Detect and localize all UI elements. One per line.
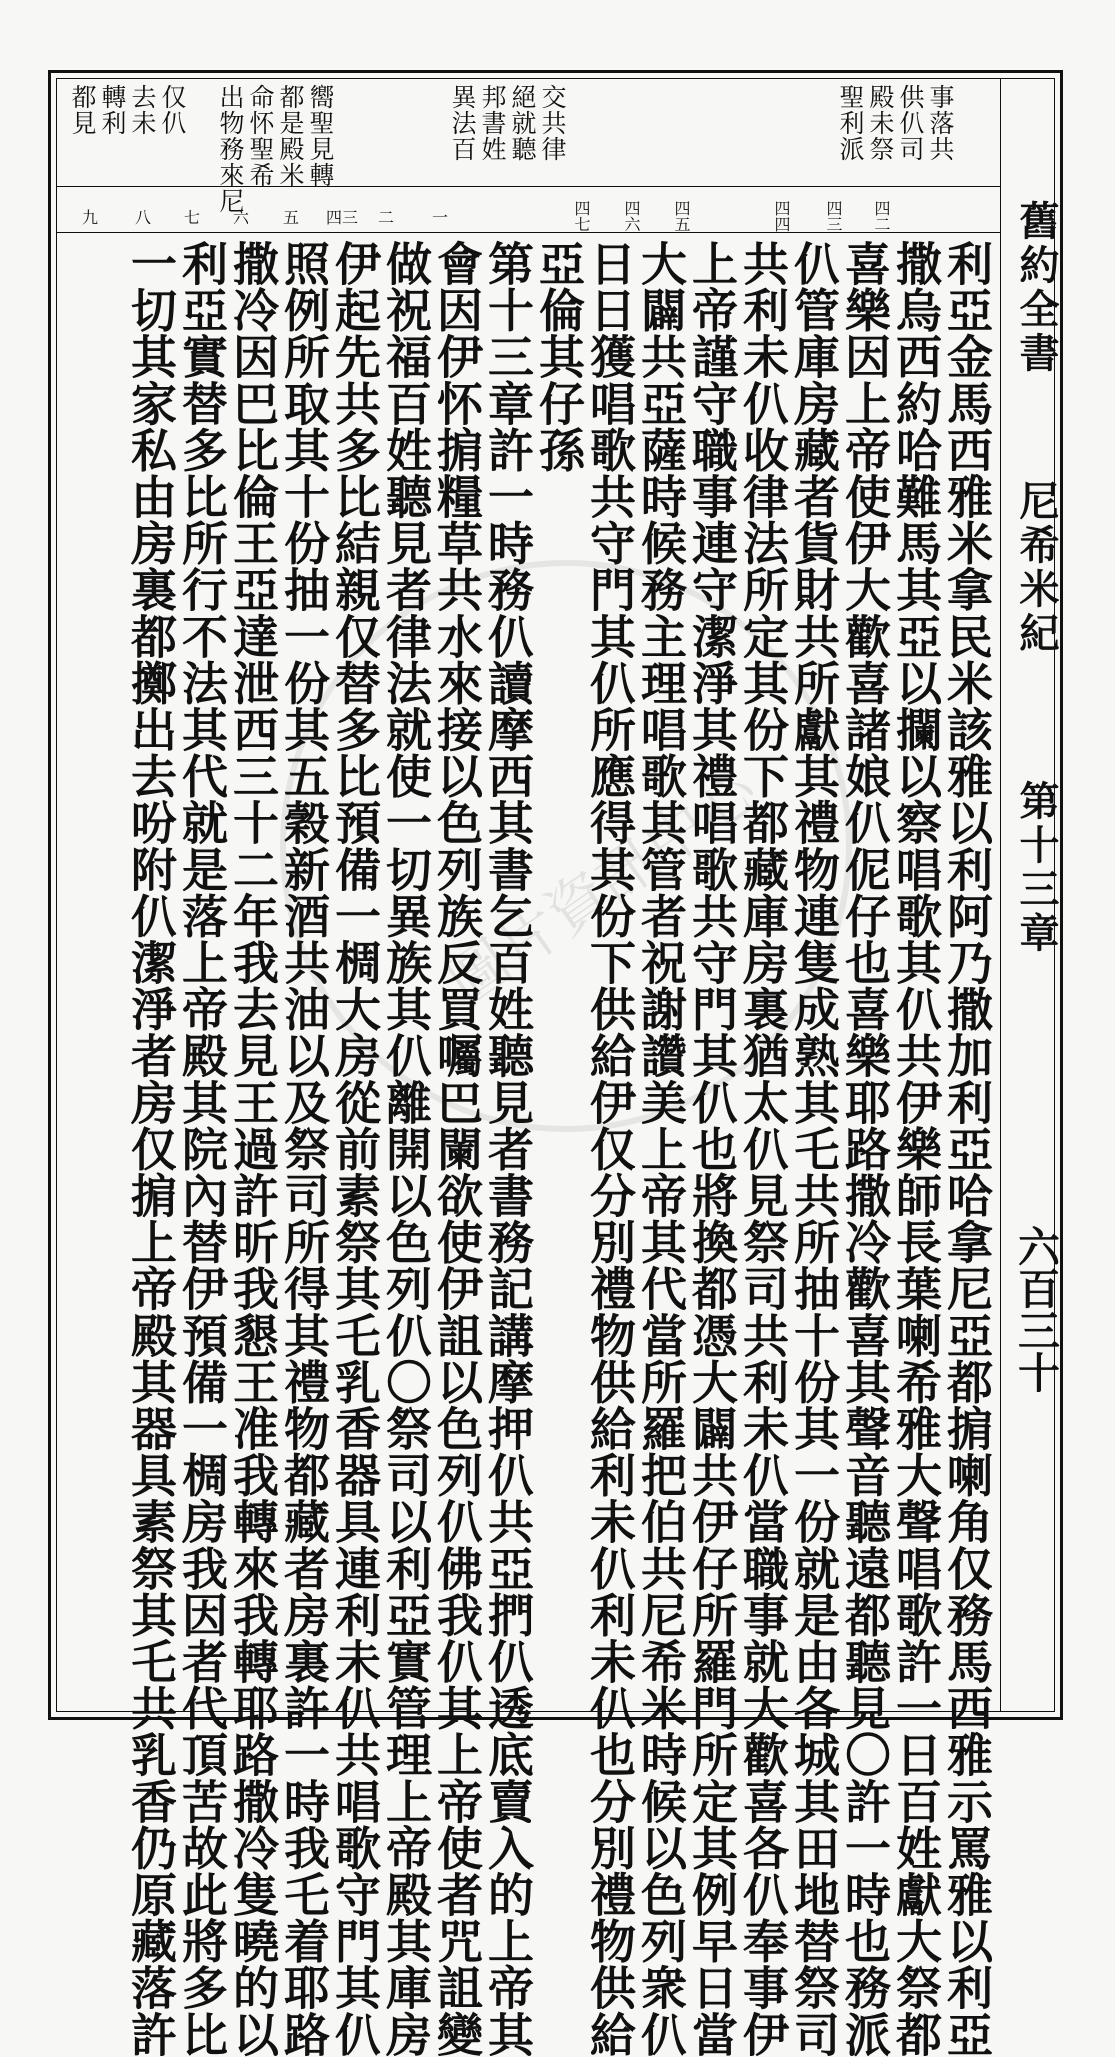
verse-number: 八 xyxy=(135,208,152,227)
text-column: 喜樂因上帝使伊大歡喜諸娘仈伲仔也喜樂耶路撒冷歡喜其聲音聽遠都聽見〇許一時也務派 xyxy=(838,240,892,2057)
section-title: 尼希米紀 xyxy=(1013,480,1060,656)
verse-number-rule xyxy=(56,232,1001,233)
text-column: 做祝福百姓聽見者律法就使一切異族其仈離開以色列仈〇祭司以利亞實管理上帝殿其庫房 xyxy=(379,240,433,2057)
verse-number: 六 xyxy=(233,208,250,227)
gloss-column: 供仈司 xyxy=(896,84,925,162)
text-column: 利亞實替多比所行不法其代就是落上帝殿其院內替伊預備一椆房我因者代頂苦故此將多比 xyxy=(175,240,229,2057)
gloss-column: 殿未祭 xyxy=(866,84,895,162)
text-column: 利亞金馬西雅米拿民米該雅以利阿乃撒加利亞哈拿尼亞都掮喇角仅務馬西雅示罵雅以利亞 xyxy=(940,240,994,2057)
gloss-column: 出物務來尼 xyxy=(216,84,245,214)
gloss-column: 轉利 xyxy=(98,84,127,136)
gloss-column: 都見 xyxy=(68,84,97,136)
text-column: 會因伊怀掮糧草共水來接以色列族反買囑巴闌欲使伊詛以色列仈佛我仈其上帝使者咒詛變 xyxy=(430,240,484,2057)
text-column: 上帝謹守職事連守潔淨其禮唱歌共守門其仈也將換都憑大闢共伊仔所羅門所定其例早日當 xyxy=(685,240,739,2057)
verse-number: 四三 xyxy=(824,200,843,232)
gloss-column: 嚮聖見轉 xyxy=(306,84,335,188)
text-column: 伊起先共多比結親仅替多比預備一椆大房從前素祭其乇乳香器具連利未仈共唱歌守門其仈 xyxy=(328,240,382,2057)
verse-number: 四七 xyxy=(572,200,591,232)
text-column: 第十三章許一時務仈讀摩西其書乞百姓聽見者書務記講摩押仈共亞捫仈透底賣入的上帝其 xyxy=(481,240,535,2057)
gloss-column: 都是殿米 xyxy=(276,84,305,188)
verse-number: 四二 xyxy=(872,200,891,232)
verse-number: 九 xyxy=(82,208,99,227)
verse-number: 四五 xyxy=(672,200,691,232)
text-column: 照例所取其十份抽一份其五穀新酒共油以及祭司所得其禮物都藏者房裏許一時我乇着耶路 xyxy=(277,240,331,2057)
verse-number: 二 xyxy=(378,208,395,227)
text-column: 撒冷因巴比倫王亞達泄西三十二年我去見王過許昕我懇王准我轉來我轉耶路撒冷隻曉的以 xyxy=(226,240,280,2057)
verse-number: 七 xyxy=(184,208,201,227)
gloss-column: 去未 xyxy=(128,84,157,136)
gloss-column: 仅仈 xyxy=(158,84,187,136)
gloss-column: 異法百 xyxy=(448,84,477,162)
verse-number: 四六 xyxy=(622,200,641,232)
running-header-rule xyxy=(1000,78,1001,1712)
verse-number: 一 xyxy=(432,208,449,227)
page-number: 六百三十 xyxy=(1012,1225,1061,1393)
text-column: 大闢共亞薩時候務主理唱歌其管者祝謝讚美上帝其代當所羅把伯共尼希米時候以色列衆仈 xyxy=(634,240,688,2057)
gloss-column: 邦書姓 xyxy=(478,84,507,162)
gloss-column: 交共律 xyxy=(538,84,567,162)
text-column: 日日獲唱歌共守門其仈所應得其份下供給伊仅分別禮物供給利未仈利未仈也分別禮物供給 xyxy=(583,240,637,2057)
gloss-column: 絕就聽 xyxy=(508,84,537,162)
text-column: 一切其家私由房裏都擲出去吩附仈潔淨者房仅掮上帝殿其器具素祭其乇共乳香仍原藏落許 xyxy=(124,240,178,2057)
gloss-column: 事落共 xyxy=(926,84,955,162)
gloss-column: 命怀聖希 xyxy=(246,84,275,188)
verse-number: 四四 xyxy=(772,200,791,232)
text-column: 仈管庫房藏者貨財共所獻其禮物連隻成熟其乇共所抽十份其一份就是由各城其田地替祭司 xyxy=(787,240,841,2057)
book-title: 舊約全書 xyxy=(1013,200,1060,376)
watermark-text: 圖片資訊中心 xyxy=(435,755,771,1020)
text-column: 撒烏西約哈難馬其亞以攔以察唱歌其仈共伊樂師長葉喇希雅大聲唱歌許一日百姓獻大祭都 xyxy=(889,240,943,2057)
verse-number: 四三 xyxy=(326,208,359,227)
header-rule xyxy=(56,186,1001,187)
text-column: 亞倫其仔孫 xyxy=(532,240,586,473)
text-column: 共利未仈收律法所定其份下都藏庫房裏猶太仈見祭司共利未仈當職事就大歡喜各仈奉事伊 xyxy=(736,240,790,2057)
gloss-column: 聖利派 xyxy=(836,84,865,162)
verse-number: 五 xyxy=(283,208,300,227)
chapter-label: 第十三章 xyxy=(1013,780,1060,956)
